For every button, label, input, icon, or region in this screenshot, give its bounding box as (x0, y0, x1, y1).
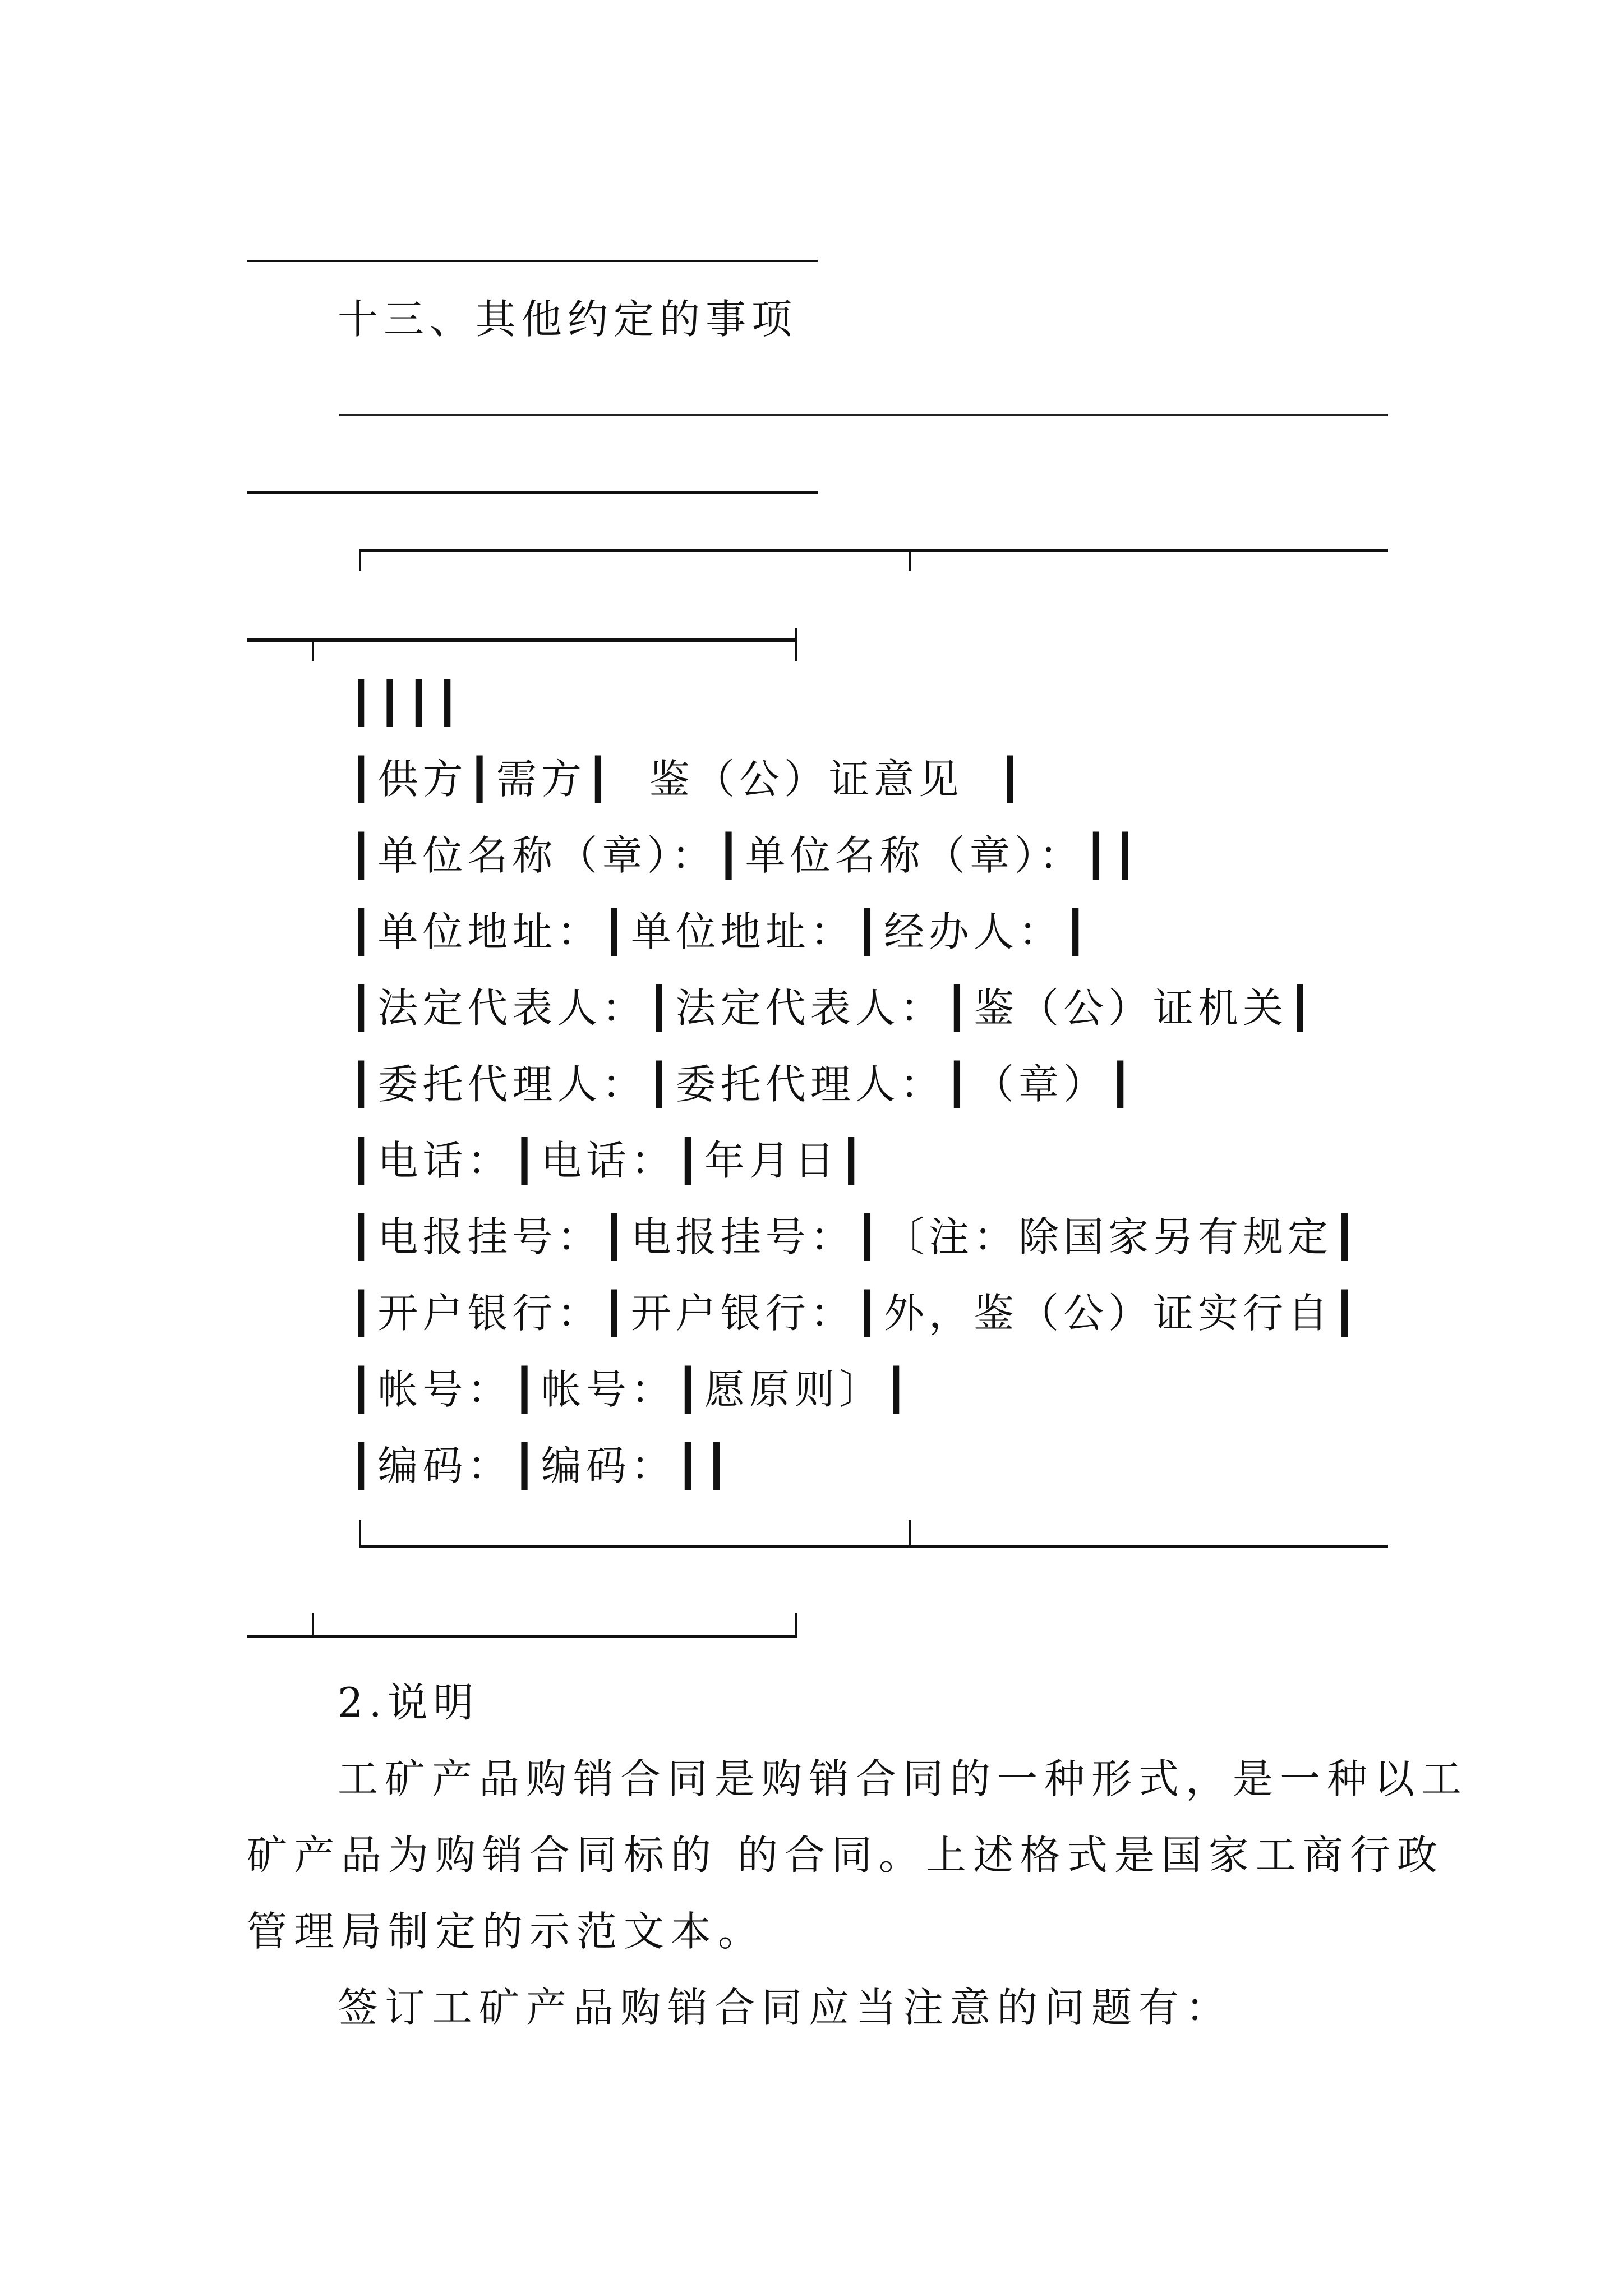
table-border-tick (359, 549, 361, 571)
paragraph-line: 矿产品为购销合同标的 的合同。上述格式是国家工商行政 (247, 1832, 1444, 1879)
table-row: ┃┃┃┃ (349, 679, 464, 726)
table-border-tick (909, 549, 911, 571)
table-bottom-border (247, 1635, 797, 1638)
paragraph-line: 工矿产品购销合同是购销合同的一种形式，是一种以工 (338, 1755, 1469, 1802)
table-border-tick (312, 638, 314, 661)
table-border-tick (909, 1520, 911, 1548)
table-top-border (359, 549, 1388, 552)
table-row: ┃委托代理人：┃委托代理人：┃（章）┃ (349, 1061, 1137, 1108)
table-row: ┃开户银行：┃开户银行：┃外，鉴（公）证实行自┃ (349, 1290, 1362, 1337)
table-border-tick (795, 628, 797, 661)
section-heading: 2.说明 (338, 1679, 479, 1726)
paragraph-line: 管理局制定的示范文本。 (247, 1908, 766, 1955)
table-bottom-border (359, 1545, 1388, 1548)
table-row: ┃编码：┃编码：┃┃ (349, 1442, 734, 1489)
blank-line (247, 260, 818, 262)
table-row: ┃单位地址：┃单位地址：┃经办人：┃ (349, 908, 1092, 955)
table-row: ┃电话：┃电话：┃年月日┃ (349, 1137, 868, 1184)
table-row: ┃单位名称（章）：┃单位名称（章）：┃┃ (349, 832, 1142, 879)
table-border-tick (312, 1613, 314, 1638)
fill-in-line (339, 414, 1388, 416)
blank-line (247, 491, 818, 494)
table-top-border (247, 638, 797, 642)
table-border-tick (795, 1613, 797, 1638)
table-row: ┃供方┃需方┃ 鉴（公）证意见 ┃ (349, 756, 1027, 803)
table-row: ┃法定代表人：┃法定代表人：┃鉴（公）证机关┃ (349, 984, 1317, 1032)
table-row: ┃帐号：┃帐号：┃愿原则〕┃ (349, 1366, 913, 1413)
paragraph: 签订工矿产品购销合同应当注意的问题有： (338, 1984, 1233, 2031)
table-row: ┃电报挂号：┃电报挂号：┃〔注：除国家另有规定┃ (349, 1213, 1362, 1260)
section-heading: 十三、其他约定的事项 (338, 296, 798, 343)
table-border-tick (359, 1520, 361, 1548)
